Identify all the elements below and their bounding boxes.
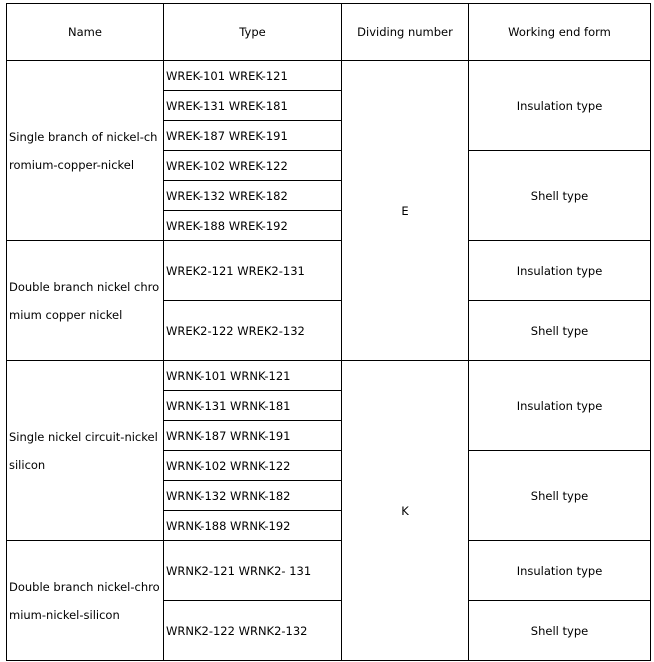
- type-cell: WREK2-121 WREK2-131: [164, 241, 342, 301]
- table-row: [7, 541, 651, 601]
- type-cell: WREK2-122 WREK2-132: [164, 301, 342, 361]
- type-cell: WRNK-188 WRNK-192: [164, 511, 342, 541]
- table-row: [7, 241, 651, 301]
- working-end-form-cell: Shell type: [469, 151, 651, 241]
- type-cell: WREK-101 WREK-121: [164, 61, 342, 91]
- working-end-form-cell: Insulation type: [469, 361, 651, 451]
- header-type: Type: [164, 4, 342, 61]
- type-cell: WRNK-132 WRNK-182: [164, 481, 342, 511]
- working-end-form-cell: Shell type: [469, 601, 651, 661]
- group-name-cell: Double branch nickel chromium copper nickel: [7, 241, 164, 361]
- type-cell: WRNK2-122 WRNK2-132: [164, 601, 342, 661]
- working-end-form-cell: Shell type: [469, 451, 651, 541]
- group-name-cell: Single nickel circuit-nickel silicon: [7, 361, 164, 541]
- type-cell: WREK-131 WREK-181: [164, 91, 342, 121]
- dividing-number-cell: K: [342, 361, 469, 661]
- dividing-number-cell: E: [342, 61, 469, 361]
- type-cell: WRNK-102 WRNK-122: [164, 451, 342, 481]
- type-cell: WRNK-187 WRNK-191: [164, 421, 342, 451]
- working-end-form-cell: Insulation type: [469, 541, 651, 601]
- type-cell: WRNK-131 WRNK-181: [164, 391, 342, 421]
- type-cell: WREK-187 WREK-191: [164, 121, 342, 151]
- type-cell: WREK-132 WREK-182: [164, 181, 342, 211]
- type-cell: WRNK-101 WRNK-121: [164, 361, 342, 391]
- type-cell: WREK-102 WREK-122: [164, 151, 342, 181]
- header-dividing-number: Dividing number: [342, 4, 469, 61]
- thermocouple-spec-table: [6, 3, 651, 661]
- header-name: Name: [7, 4, 164, 61]
- header-row: [7, 4, 651, 61]
- group-name-cell: Single branch of nickel-chromium-copper-nickel: [7, 61, 164, 241]
- group-name-cell: Double branch nickel-chromium-nickel-silicon: [7, 541, 164, 661]
- type-cell: WREK-188 WREK-192: [164, 211, 342, 241]
- working-end-form-cell: Shell type: [469, 301, 651, 361]
- table-row: [7, 361, 651, 391]
- header-working-end-form: Working end form: [469, 4, 651, 61]
- working-end-form-cell: Insulation type: [469, 241, 651, 301]
- working-end-form-cell: Insulation type: [469, 61, 651, 151]
- type-cell: WRNK2-121 WRNK2- 131: [164, 541, 342, 601]
- table-row: [7, 61, 651, 91]
